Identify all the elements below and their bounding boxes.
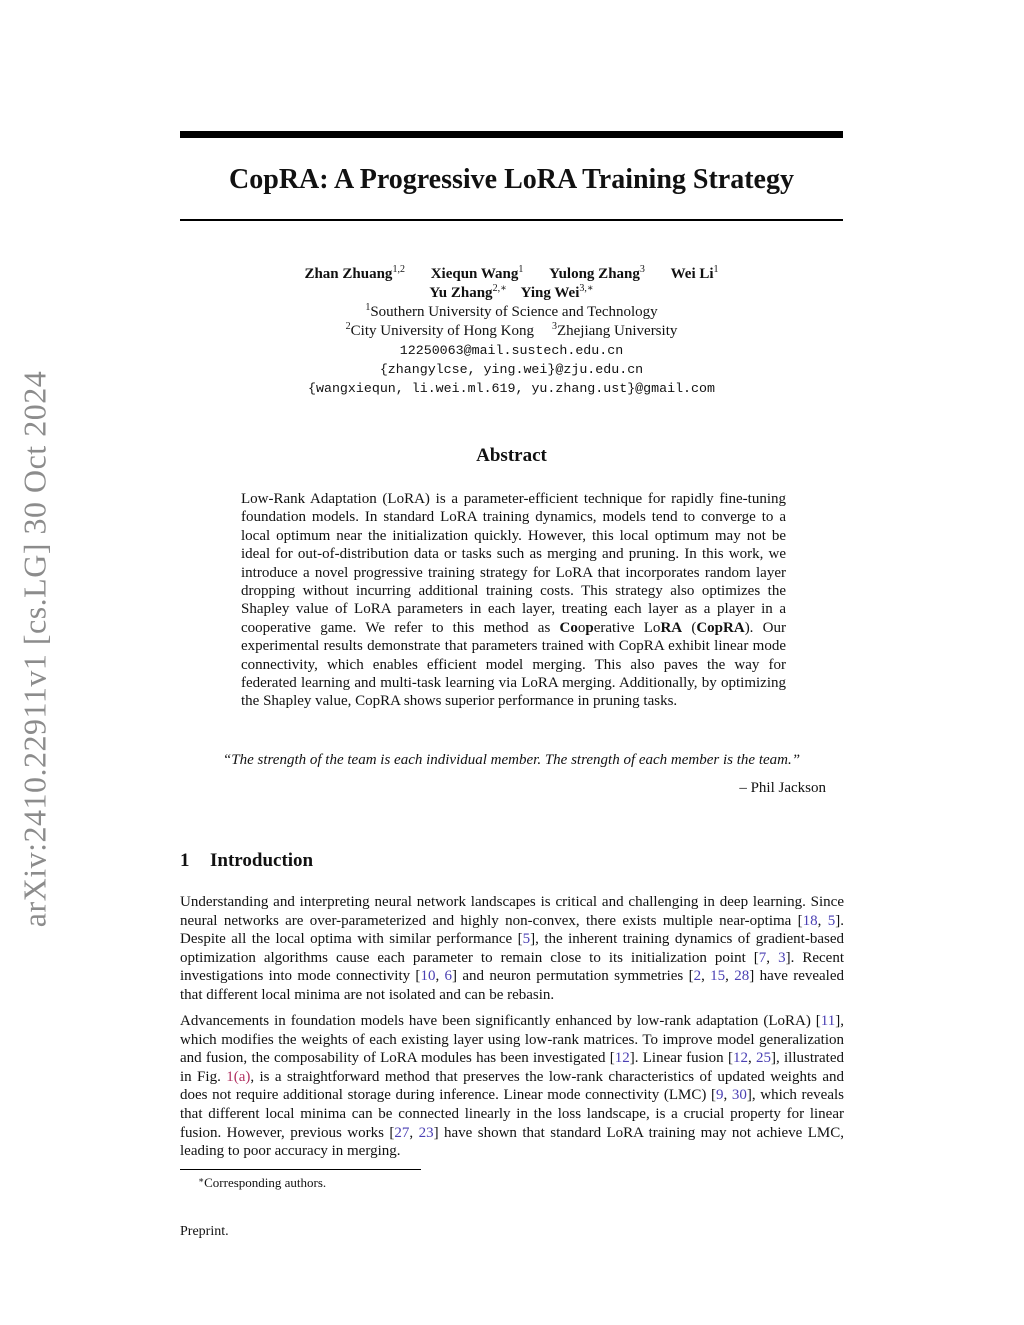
citation-link[interactable]: 25 (755, 1050, 771, 1067)
paper-title: CopRA: A Progressive LoRA Training Strategy (229, 164, 794, 195)
author-name: Xiequn Wang (430, 266, 519, 282)
author-affiliation-mark: 1 (713, 264, 719, 275)
author-affiliation-mark: 1 (518, 264, 524, 275)
citation-link[interactable]: 28 (734, 968, 750, 985)
citation-link[interactable]: 9 (716, 1087, 724, 1104)
citation-link[interactable]: 2 (693, 968, 702, 985)
author-email: 12250063@mail.sustech.edu.cn (399, 343, 624, 358)
paragraph-text: ] have revealed that different local minima are not isolated and can be rebasin. (180, 968, 845, 1003)
citation-link[interactable]: 5 (827, 912, 836, 929)
citation-link[interactable]: 3 (778, 949, 786, 966)
figure-reference-link[interactable]: 1(a) (226, 1068, 251, 1085)
affiliation-cityu: City University of Hong Kong (350, 323, 534, 339)
intro-paragraph-2: Advancements in foundation models have been significantly enhanced by low-rank adaptation (LoRA) [11], which modifies the weights of each existing layer using low-rank matrices. To improve model generalization and fusion, the composability of LoRA modules has been investigated [12]. Linear fusion [12, 25], illustrated in Fig. 1(a), is a straightforward method that preserves the low-rank characteristics of updated weights and does not require additional storage during inference. Linear mode connectivity (LMC) [9, 30], which reveals that different local minima can be connected linearly in the loss landscape, is a crucial property for linear fusion. However, previous works [27, 23] have shown that standard LoRA training may not achieve LMC, leading to poor accuracy in merging. (180, 1013, 845, 1160)
epigraph-attribution: – Phil Jackson (739, 780, 826, 796)
affiliation-mark: 2 (345, 321, 351, 332)
paragraph-text: ]. Linear fusion [ (629, 1050, 733, 1067)
method-name-letters: p (585, 619, 594, 636)
citation-link[interactable]: 18 (802, 912, 818, 929)
citation-link[interactable]: 23 (418, 1124, 434, 1141)
section-heading (180, 850, 843, 872)
citation-link[interactable]: 6 (444, 968, 453, 985)
arxiv-identifier: arXiv:2410.22911v1 [cs.LG] 30 Oct 2024 (16, 370, 53, 928)
epigraph-quote: “The strength of the team is each individual member. The strength of each member is the team.” (222, 752, 801, 768)
author-block (180, 265, 843, 398)
method-name (560, 620, 683, 636)
footnote-rule (180, 1169, 421, 1170)
affiliation-zju: Zhejiang University (556, 323, 678, 339)
paragraph-text: ], the inherent training dynamics of gradient-based optimization algorithms cause each parameter to remain close to its initialization point [ (180, 931, 844, 966)
citation-link[interactable]: 7 (758, 949, 767, 966)
abstract-text: Low-Rank Adaptation (LoRA) is a parameter-efficient technique for rapidly fine-tuning foundation models. In standard LoRA training dynamics, models tend to converge to a local optimum near the initialization quickly. However, this local optimum may not be ideal for out-of-distribution data or tasks such as merging and pruning. In this work, we introduce a novel progressive training strategy for LoRA that incorporates random layer dropping without incurring additional training costs. This strategy also optimizes the Shapley value of LoRA parameters in each layer, treating each layer as a player in a cooperative game. We refer to this method as (241, 491, 786, 636)
page-footer: Preprint. (180, 1224, 229, 1239)
abstract-text: ). Our experimental results demonstrate that parameters trained with CopRA exhibit linear mode connectivity, which enables efficient model merging. This also paves the way for federated learning and multi-task learning via LoRA merging. Additionally, by optimizing the Shapley value, CopRA shows superior performance in pruning tasks. (241, 619, 786, 710)
footnote-mark: ∗ (198, 1175, 205, 1185)
author-affiliation-mark: 2,∗ (492, 283, 507, 294)
method-acronym: CopRA (696, 619, 745, 636)
citation-link[interactable]: 5 (522, 931, 531, 948)
method-name-letters: o (577, 619, 586, 636)
citation-link[interactable]: 27 (394, 1124, 410, 1141)
citation-link[interactable]: 10 (420, 968, 436, 985)
section-title: Introduction (210, 850, 314, 871)
author-name: Wei Li (670, 266, 714, 282)
citation-link[interactable]: 15 (710, 968, 726, 985)
author-name: Yu Zhang (429, 285, 493, 301)
paragraph-text: ]. Recent investigations into mode connectivity [ (180, 949, 845, 985)
paragraph-text: ] and neuron permutation symmetries [ (452, 968, 694, 985)
paragraph-text: , is a straightforward method that preserves the low-rank characteristics of updated weights and does not require additional storage during inference. Linear mode connectivity (LMC) [ (180, 1068, 844, 1104)
paragraph-text: Advancements in foundation models have been significantly enhanced by low-rank adaptation (LoRA) [ (180, 1013, 821, 1029)
abstract-heading: Abstract (476, 445, 547, 466)
title-top-rule (180, 131, 843, 138)
footnote (198, 1175, 326, 1191)
affiliation-line-1 (180, 303, 843, 322)
paragraph-text: ] have shown that standard LoRA training may not achieve LMC, leading to poor accuracy in merging. (180, 1124, 845, 1160)
title-bottom-rule (180, 219, 843, 221)
paragraph-text: ], illustrated in Fig. (180, 1050, 844, 1085)
paragraph-text: ], which modifies the weights of each existing layer using low-rank matrices. To improve model generalization and fusion, the composability of LoRA modules has been investigated [ (180, 1013, 844, 1067)
paragraph-text: Understanding and interpreting neural network landscapes is critical and challenging in deep learning. Since neural networks are over-parameterized and highly non-convex, there exists multiple near-optima [ (180, 894, 844, 929)
paragraph-text: ], which reveals that different local minima can be connected linearly in the loss landscape, is a crucial property for linear fusion. However, previous works [ (180, 1087, 844, 1141)
affiliation-mark: 1 (365, 302, 371, 313)
author-affiliation-mark: 3 (639, 264, 645, 275)
citation-link[interactable]: 12 (732, 1050, 748, 1067)
method-name-letters: erative Lo (593, 619, 661, 636)
author-affiliation-mark: 1,2 (392, 264, 405, 275)
affiliation-line-2 (180, 322, 843, 341)
citation-link[interactable]: 12 (614, 1050, 630, 1067)
author-affiliation-mark: 3,∗ (579, 283, 594, 294)
footnote-text: Corresponding authors. (204, 1175, 327, 1190)
author-name: Ying Wei (520, 285, 580, 301)
method-name-letters: Co (559, 619, 578, 636)
author-line-1 (180, 265, 843, 284)
paragraph-text: ]. Despite all the local optima with similar performance [ (180, 912, 845, 948)
citation-link[interactable]: 30 (731, 1087, 747, 1104)
author-name: Yulong Zhang (549, 266, 640, 282)
method-name-letters: RA (660, 619, 683, 636)
author-name: Zhan Zhuang (304, 266, 393, 282)
author-line-2 (180, 284, 843, 303)
author-email: {zhangylcse, ying.wei}@zju.edu.cn (379, 362, 644, 377)
intro-paragraph-1: Understanding and interpreting neural network landscapes is critical and challenging in deep learning. Since neural networks are over-parameterized and highly non-convex, there exists multiple near-optima [18, 5]. Despite all the local optima with similar performance [5], the inherent training dynamics of gradient-based optimization algorithms cause each parameter to remain close to its initialization point [7, 3]. Recent investigations into mode connectivity [10, 6] and neuron permutation symmetries [2, 15, 28] have revealed that different local minima are not isolated and can be rebasin. (180, 894, 845, 1003)
author-email: {wangxiequn, li.wei.ml.619, yu.zhang.ust}@gmail.com (308, 381, 715, 396)
citation-link[interactable]: 11 (820, 1013, 836, 1029)
section-number: 1 (180, 850, 190, 871)
affiliation-sustech: Southern University of Science and Technology (370, 304, 658, 320)
abstract-body: Low-Rank Adaptation (LoRA) is a parameter-efficient technique for rapidly fine-tuning foundation models. In standard LoRA training dynamics, models tend to converge to a local optimum near the initialization quickly. However, this local optimum may not be ideal for out-of-distribution data or tasks such as merging and pruning. In this work, we introduce a novel progressive training strategy for LoRA that incorporates random layer dropping without incurring additional training costs. This strategy also optimizes the Shapley value of LoRA parameters in each layer, treating each layer as a player in a cooperative game. We refer to this method as Cooperative LoRA (CopRA). Our experimental results demonstrate that parameters trained with CopRA exhibit linear mode connectivity, which enables efficient model merging. This also paves the way for federated learning and multi-task learning via LoRA merging. Additionally, by optimizing the Shapley value, CopRA shows superior performance in pruning tasks. (241, 491, 786, 710)
affiliation-mark: 3 (551, 321, 557, 332)
arxiv-sidebar-stamp (4, 355, 66, 943)
